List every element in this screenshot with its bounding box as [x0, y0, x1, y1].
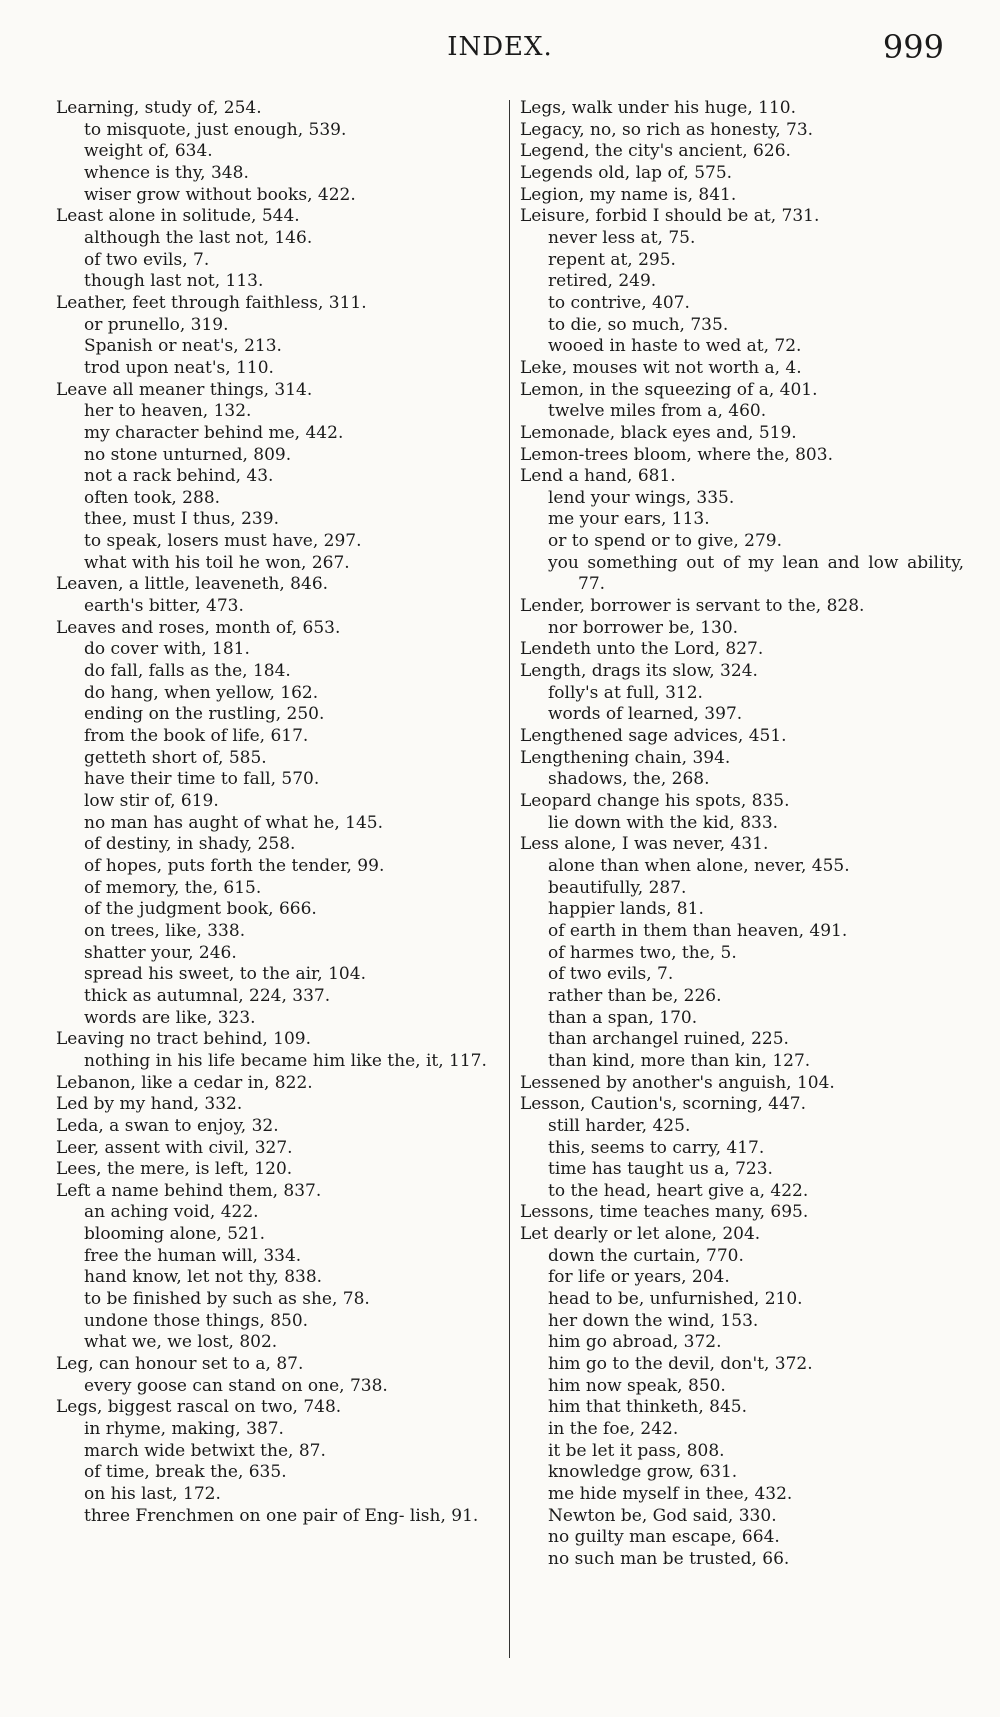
index-subentry: words of learned, 397. [548, 704, 743, 725]
index-subentry: to the head, heart give a, 422. [548, 1180, 809, 1201]
index-subentry: never less at, 75. [548, 227, 696, 248]
index-entry: Leave all meaner things, 314. [56, 379, 313, 400]
index-entry: Lemon-trees bloom, where the, 803. [520, 444, 833, 465]
index-entry: Leather, feet through faithless, 311. [56, 292, 367, 313]
index-subentry: him go abroad, 372. [548, 1332, 722, 1353]
index-subentry: this, seems to carry, 417. [548, 1137, 765, 1158]
index-subentry: of time, break the, 635. [84, 1462, 287, 1483]
index-subentry: rather than be, 226. [548, 985, 722, 1006]
index-subentry: him that thinketh, 845. [548, 1397, 748, 1418]
index-subentry: knowledge grow, 631. [548, 1462, 738, 1483]
index-entry: Leisure, forbid I should be at, 731. [520, 206, 820, 227]
index-subentry: what we, we lost, 802. [84, 1332, 278, 1353]
index-entry: Lendeth unto the Lord, 827. [520, 639, 764, 660]
index-subentry: undone those things, 850. [84, 1310, 309, 1331]
index-entry: Legs, walk under his huge, 110. [520, 98, 796, 118]
index-subentry: every goose can stand on one, 738. [84, 1375, 388, 1396]
index-subentry: him now speak, 850. [548, 1375, 726, 1396]
index-entry: Lend a hand, 681. [520, 466, 676, 487]
index-subentry: no guilty man escape, 664. [548, 1527, 780, 1548]
index-entry: Lebanon, like a cedar in, 822. [56, 1072, 313, 1093]
index-entry: Legends old, lap of, 575. [520, 162, 733, 183]
index-subentry: nothing in his life became him like the, it, 117. [84, 1050, 487, 1071]
index-entry: Leda, a swan to enjoy, 32. [56, 1115, 279, 1136]
index-column-left [56, 98, 502, 1527]
index-subentry: spread his sweet, to the air, 104. [84, 964, 366, 985]
index-subentry: on his last, 172. [84, 1484, 221, 1504]
index-subentry: to be finished by such as she, 78. [84, 1289, 370, 1310]
index-subentry: ending on the rustling, 250. [84, 704, 325, 725]
index-subentry: for life or years, 204. [548, 1267, 730, 1288]
index-subentry: to speak, losers must have, 297. [84, 531, 362, 552]
index-subentry: or prunello, 319. [84, 314, 229, 335]
index-subentry: twelve miles from a, 460. [548, 401, 767, 422]
index-subentry: of two evils, 7. [84, 249, 210, 270]
index-subentry: of two evils, 7. [548, 964, 674, 985]
index-subentry: weight of, 634. [84, 141, 213, 162]
index-subentry: low stir of, 619. [84, 791, 219, 811]
index-subentry: of harmes two, the, 5. [548, 942, 737, 963]
page-number: 999 [882, 28, 944, 66]
index-subentry: than a span, 170. [548, 1007, 698, 1028]
index-entry: Let dearly or let alone, 204. [520, 1224, 761, 1245]
index-entry: Led by my hand, 332. [56, 1094, 243, 1115]
index-subentry: in the foe, 242. [548, 1419, 679, 1440]
index-entry: Lesson, Caution's, scorning, 447. [520, 1094, 807, 1115]
index-subentry: down the curtain, 770. [548, 1245, 744, 1266]
index-subentry: than archangel ruined, 225. [548, 1029, 789, 1050]
index-subentry: or to spend or to give, 279. [548, 531, 783, 552]
index-entry: Leaves and roses, month of, 653. [56, 617, 341, 638]
index-entry: Lessons, time teaches many, 695. [520, 1202, 809, 1223]
index-entry: Lengthening chain, 394. [520, 747, 731, 768]
index-entry: Length, drags its slow, 324. [520, 661, 758, 682]
index-subentry: on trees, like, 338. [84, 920, 246, 941]
index-subentry: of memory, the, 615. [84, 877, 262, 898]
index-subentry: do fall, falls as the, 184. [84, 661, 291, 682]
index-entry: Lemonade, black eyes and, 519. [520, 422, 797, 443]
index-subentry: what with his toil he won, 267. [84, 552, 350, 573]
index-subentry: time has taught us a, 723. [548, 1159, 773, 1180]
index-subentry: often took, 288. [84, 487, 221, 508]
index-subentry: not a rack behind, 43. [84, 466, 274, 487]
index-entry: Legion, my name is, 841. [520, 184, 737, 205]
index-subentry: to misquote, just enough, 539. [84, 119, 347, 140]
index-subentry: you something out of my lean and low ability, 77. [548, 552, 964, 595]
index-subentry: no such man be trusted, 66. [548, 1548, 790, 1569]
index-subentry: him go to the devil, don't, 372. [548, 1354, 813, 1375]
index-subentry: her to heaven, 132. [84, 401, 252, 422]
index-entry: Leer, assent with civil, 327. [56, 1137, 293, 1158]
index-subentry: nor borrower be, 130. [548, 617, 739, 638]
index-subentry: still harder, 425. [548, 1115, 691, 1136]
index-subentry: to contrive, 407. [548, 292, 690, 313]
index-subentry: alone than when alone, never, 455. [548, 855, 850, 876]
index-subentry: me your ears, 113. [548, 509, 710, 530]
index-entry: Least alone in solitude, 544. [56, 206, 300, 227]
index-subentry: do hang, when yellow, 162. [84, 682, 319, 703]
index-subentry: it be let it pass, 808. [548, 1440, 725, 1461]
index-subentry: than kind, more than kin, 127. [548, 1050, 811, 1071]
index-entry: Learning, study of, 254. [56, 98, 262, 118]
index-subentry: words are like, 323. [84, 1007, 256, 1028]
index-entry: Leaving no tract behind, 109. [56, 1029, 312, 1050]
index-subentry: me hide myself in thee, 432. [548, 1484, 793, 1504]
index-subentry: shatter your, 246. [84, 942, 237, 963]
index-entry: Lemon, in the squeezing of a, 401. [520, 379, 818, 400]
index-subentry: head to be, unfurnished, 210. [548, 1289, 803, 1310]
index-subentry: wooed in haste to wed at, 72. [548, 336, 802, 357]
index-subentry: of the judgment book, 666. [84, 899, 317, 920]
index-subentry: have their time to fall, 570. [84, 769, 320, 790]
index-subentry: march wide betwixt the, 87. [84, 1440, 326, 1461]
index-entry: Less alone, I was never, 431. [520, 834, 769, 855]
index-subentry: earth's bitter, 473. [84, 596, 244, 617]
index-subentry: whence is thy, 348. [84, 162, 249, 183]
index-entry: Leopard change his spots, 835. [520, 791, 790, 811]
index-subentry: of hopes, puts forth the tender, 99. [84, 855, 385, 876]
index-subentry: Spanish or neat's, 213. [84, 336, 282, 357]
index-subentry: of earth in them than heaven, 491. [548, 920, 848, 941]
index-entry: Leke, mouses wit not worth a, 4. [520, 357, 802, 378]
index-subentry: hand know, let not thy, 838. [84, 1267, 323, 1288]
index-entry: Lengthened sage advices, 451. [520, 726, 787, 747]
index-entry: Lessened by another's anguish, 104. [520, 1072, 835, 1093]
index-subentry: free the human will, 334. [84, 1245, 302, 1266]
index-column-right [520, 98, 964, 1571]
index-subentry: happier lands, 81. [548, 899, 704, 920]
index-subentry: three Frenchmen on one pair of Eng- lish, 91. [84, 1505, 479, 1526]
index-subentry: my character behind me, 442. [84, 422, 344, 443]
index-subentry: beautifully, 287. [548, 877, 687, 898]
index-subentry: no stone unturned, 809. [84, 444, 292, 465]
index-subentry: Newton be, God said, 330. [548, 1505, 777, 1526]
index-subentry: in rhyme, making, 387. [84, 1419, 284, 1440]
index-subentry: lie down with the kid, 833. [548, 812, 779, 833]
index-subentry: although the last not, 146. [84, 227, 313, 248]
index-subentry: trod upon neat's, 110. [84, 357, 274, 378]
index-subentry: retired, 249. [548, 271, 657, 292]
index-subentry: thee, must I thus, 239. [84, 509, 279, 530]
page-title: INDEX. [447, 32, 553, 62]
index-entry: Leg, can honour set to a, 87. [56, 1354, 304, 1375]
index-subentry: thick as autumnal, 224, 337. [84, 985, 331, 1006]
index-entry: Legend, the city's ancient, 626. [520, 141, 791, 162]
index-subentry: getteth short of, 585. [84, 747, 267, 768]
index-entry: Left a name behind them, 837. [56, 1180, 322, 1201]
index-subentry: of destiny, in shady, 258. [84, 834, 296, 855]
index-subentry: to die, so much, 735. [548, 314, 729, 335]
index-subentry: do cover with, 181. [84, 639, 250, 660]
index-subentry: blooming alone, 521. [84, 1224, 266, 1245]
index-entry: Lender, borrower is servant to the, 828. [520, 596, 865, 617]
index-subentry: an aching void, 422. [84, 1202, 259, 1223]
index-entry: Leaven, a little, leaveneth, 846. [56, 574, 329, 595]
index-subentry: from the book of life, 617. [84, 726, 309, 747]
index-entry: Legs, biggest rascal on two, 748. [56, 1397, 342, 1418]
index-subentry: repent at, 295. [548, 249, 676, 270]
index-subentry: no man has aught of what he, 145. [84, 812, 384, 833]
index-subentry: though last not, 113. [84, 271, 264, 292]
index-subentry: wiser grow without books, 422. [84, 184, 356, 205]
index-subentry: lend your wings, 335. [548, 487, 735, 508]
index-subentry: shadows, the, 268. [548, 769, 710, 790]
column-divider [509, 100, 510, 1658]
index-subentry: her down the wind, 153. [548, 1310, 759, 1331]
index-subentry: folly's at full, 312. [548, 682, 703, 703]
index-entry: Legacy, no, so rich as honesty, 73. [520, 119, 814, 140]
page-header [0, 28, 1000, 72]
index-entry: Lees, the mere, is left, 120. [56, 1159, 293, 1180]
